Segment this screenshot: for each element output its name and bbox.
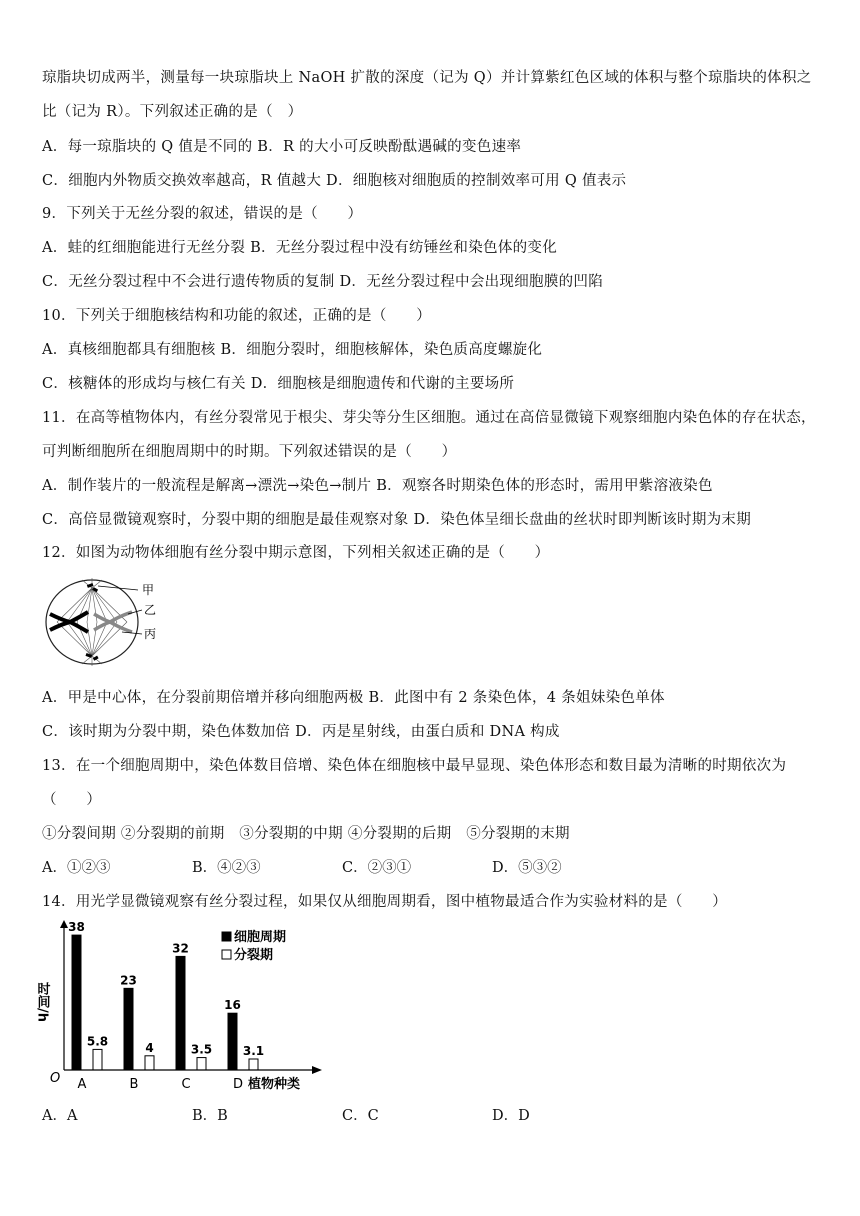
value-label-b-cycle: 23 <box>120 973 137 988</box>
bar-c-cycle <box>176 956 185 1070</box>
q12-options-cd: C．该时期为分裂中期，染色体数加倍 D．丙是星射线，由蛋白质和 DNA 构成 <box>42 724 560 740</box>
chromosome-left <box>50 612 88 632</box>
legend <box>222 929 286 963</box>
category-label-a: A <box>77 1077 87 1092</box>
y-axis-arrow <box>60 920 68 928</box>
q10-stem: 10．下列关于细胞核结构和功能的叙述，正确的是（ ） <box>42 308 432 324</box>
q11-stem-line-2: 可判断细胞所在细胞周期中的时期。下列叙述错误的是（ ） <box>42 444 457 460</box>
y-axis-label: 时间/h <box>34 982 50 1023</box>
bar-b-cycle <box>124 988 133 1070</box>
q9-options-cd: C．无丝分裂过程中不会进行遗传物质的复制 D．无丝分裂过程中会出现细胞膜的凹陷 <box>42 274 604 290</box>
q13-option-d[interactable]: D．⑤③② <box>492 860 562 876</box>
value-label-d-division: 3.1 <box>242 1043 265 1058</box>
bar-c-division <box>197 1058 206 1070</box>
q11-stem-line-1: 11．在高等植物体内，有丝分裂常见于根尖、芽尖等分生区细胞。通过在高倍显微镜下观察细胞内染色体的存在状态， <box>42 410 816 426</box>
value-label-c-cycle: 32 <box>172 941 189 956</box>
q13-option-b[interactable]: B．④②③ <box>192 860 261 876</box>
value-label-d-cycle: 16 <box>224 998 241 1013</box>
category-label-d: D <box>232 1077 244 1092</box>
q10-options-cd: C．核糖体的形成均与核仁有关 D．细胞核是细胞遗传和代谢的主要场所 <box>42 376 515 392</box>
value-label-a-cycle: 38 <box>68 920 85 935</box>
q13-options <box>42 858 802 878</box>
q13-stem-line-1: 13．在一个细胞周期中，染色体数目倍增、染色体在细胞核中最早显现、染色体形态和数目最为清晰的时期依次为 <box>42 758 787 774</box>
bar-a-division <box>93 1049 102 1070</box>
q12-options-ab: A．甲是中心体，在分裂前期倍增并移向细胞两极 B．此图中有 2 条染色体，4 条姐妹染色单体 <box>42 690 665 706</box>
bar-d-division <box>249 1059 258 1070</box>
label-bing: 丙 <box>144 627 157 641</box>
value-label-a-division: 5.8 <box>86 1034 109 1049</box>
q13-stem-line-2: （ ） <box>42 792 102 808</box>
q14-option-d[interactable]: D．D <box>492 1108 530 1124</box>
category-label-c: C <box>181 1077 191 1092</box>
label-jia: 甲 <box>142 583 155 597</box>
q9-options-ab: A．蛙的红细胞能进行无丝分裂 B．无丝分裂过程中没有纺锤丝和染色体的变化 <box>42 240 558 256</box>
mitosis-cell-figure <box>42 574 162 670</box>
q8-options-ab: A．每一琼脂块的 Q 值是不同的 B．R 的大小可反映酚酞遇碱的变色速率 <box>42 139 522 155</box>
q8-options-cd: C．细胞内外物质交换效率越高，R 值越大 D．细胞核对细胞质的控制效率可用 Q 值表示 <box>42 173 627 189</box>
chromosome-right <box>94 612 132 632</box>
label-yi: 乙 <box>144 603 157 617</box>
legend-label-cycle: 细胞周期 <box>234 930 287 945</box>
q8-stem-line-1: 琼脂块切成两半，测量每一块琼脂块上 NaOH 扩散的深度（记为 Q）并计算紫红色区域的体积与整个琼脂块的体积之 <box>42 70 812 86</box>
bar-d-cycle <box>228 1013 237 1070</box>
q13-option-a[interactable]: A．①②③ <box>42 860 111 876</box>
bar-b-division <box>145 1056 154 1070</box>
q13-option-c[interactable]: C．②③① <box>342 860 412 876</box>
legend-swatch-cycle <box>222 932 231 941</box>
q12-stem: 12．如图为动物体细胞有丝分裂中期示意图，下列相关叙述正确的是（ ） <box>42 545 550 561</box>
q11-options-ab: A．制作装片的一般流程是解离→漂洗→染色→制片 B．观察各时期染色体的形态时，需用甲紫溶液染色 <box>42 478 713 494</box>
value-label-b-division: 4 <box>145 1040 154 1055</box>
cell-cycle-bar-chart <box>34 920 342 1100</box>
q13-stages: ①分裂间期 ②分裂期的前期 ③分裂期的中期 ④分裂期的后期 ⑤分裂期的末期 <box>42 826 570 842</box>
value-label-c-division: 3.5 <box>190 1042 213 1057</box>
q14-option-c[interactable]: C．C <box>342 1108 379 1124</box>
origin-label: O <box>50 1071 61 1086</box>
x-axis-label: 植物种类 <box>248 1077 301 1092</box>
q14-option-a[interactable]: A．A <box>42 1108 78 1124</box>
q11-options-cd: C．高倍显微镜观察时，分裂中期的细胞是最佳观察对象 D．染色体呈细长盘曲的丝状时即判断该时期为末期 <box>42 512 752 528</box>
q8-stem-line-2: 比（记为 R）。下列叙述正确的是（ ） <box>42 104 303 120</box>
legend-swatch-division <box>222 950 231 959</box>
q14-stem: 14．用光学显微镜观察有丝分裂过程，如果仅从细胞周期看，图中植物最适合作为实验材料的是（ ） <box>42 894 728 910</box>
q14-option-b[interactable]: B．B <box>192 1108 228 1124</box>
category-label-b: B <box>129 1077 139 1092</box>
legend-label-division: 分裂期 <box>234 948 274 963</box>
q9-stem: 9．下列关于无丝分裂的叙述，错误的是（ ） <box>42 206 363 222</box>
q10-options-ab: A．真核细胞都具有细胞核 B．细胞分裂时，细胞核解体，染色质高度螺旋化 <box>42 342 543 358</box>
q14-options <box>42 1106 802 1126</box>
x-axis-arrow <box>312 1066 322 1074</box>
bar-a-cycle <box>72 935 81 1070</box>
